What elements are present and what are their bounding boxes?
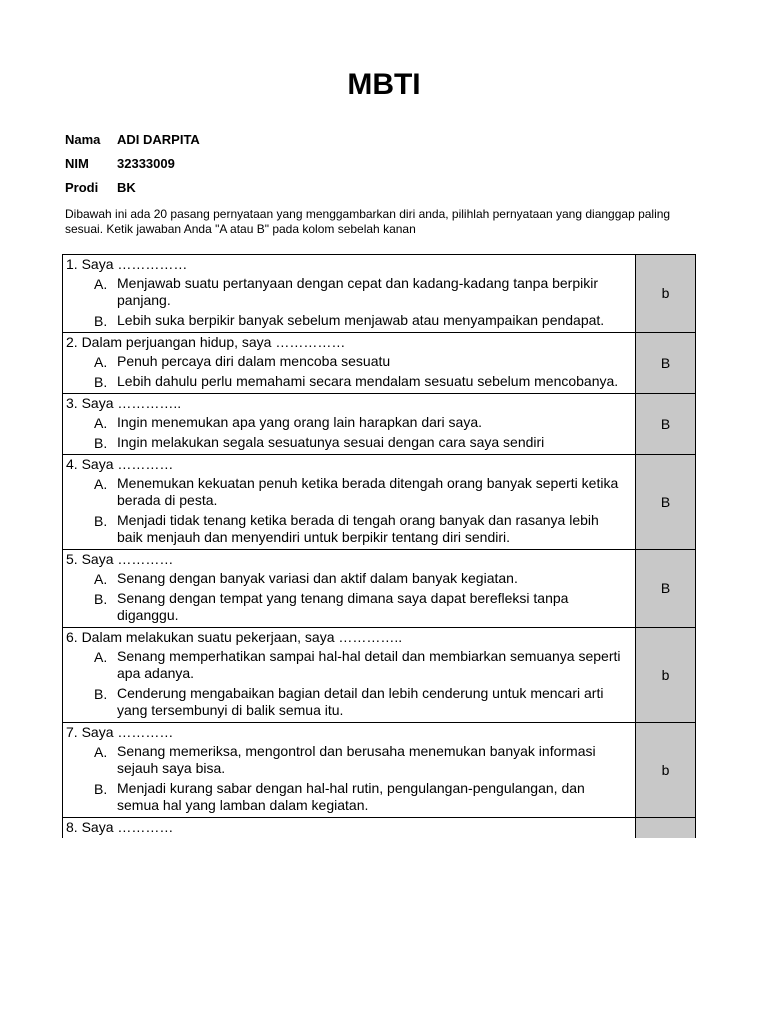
option-a-text: Menemukan kekuatan penuh ketika berada ditengah orang banyak seperti ketika berada di pesta.: [117, 475, 619, 508]
info-row-nama: [65, 132, 200, 147]
option-a-text: Senang memeriksa, mengontrol dan berusaha menemukan banyak informasi sejauh saya bisa.: [117, 743, 596, 776]
option-letter: A.: [94, 415, 108, 431]
question-row: [63, 455, 696, 550]
option-letter: A.: [94, 744, 108, 760]
question-cell: [63, 394, 636, 455]
option-a: [63, 414, 635, 431]
option-letter: A.: [94, 571, 108, 587]
document-title: MBTI: [347, 68, 421, 101]
option-b-text: Senang dengan tempat yang tenang dimana saya dapat berefleksi tanpa diganggu.: [117, 590, 569, 623]
question-text: 6. Dalam melakukan suatu pekerjaan, saya …………..: [66, 629, 403, 645]
info-row-nim: [65, 156, 175, 171]
option-b-text: Menjadi kurang sabar dengan hal-hal rutin, pengulangan-pengulangan, dan semua hal yang lamban dalam kegiatan.: [117, 780, 585, 813]
option-letter: A.: [94, 476, 108, 492]
option-a: [63, 570, 635, 587]
question-row: [63, 550, 696, 628]
option-a-text: Ingin menemukan apa yang orang lain harapkan dari saya.: [117, 414, 483, 430]
option-letter: B.: [94, 313, 108, 329]
option-a-text: Senang memperhatikan sampai hal-hal detail dan membiarkan semuanya seperti apa adanya.: [117, 648, 621, 681]
answer-cell[interactable]: b: [636, 723, 696, 818]
answer-cell[interactable]: b: [636, 628, 696, 723]
option-letter: B.: [94, 686, 108, 702]
option-letter: B.: [94, 374, 108, 390]
question-text: 2. Dalam perjuangan hidup, saya ……………: [66, 334, 346, 350]
answer-cell[interactable]: B: [636, 333, 696, 394]
info-value: ADI DARPITA: [117, 132, 200, 147]
answer-cell[interactable]: [636, 818, 696, 839]
option-b-text: Cenderung mengabaikan bagian detail dan lebih cenderung untuk mencari arti yang tersembunyi di balik semua itu.: [117, 685, 604, 718]
option-b: [63, 434, 635, 451]
question-cell: [63, 333, 636, 394]
option-b-text: Ingin melakukan segala sesuatunya sesuai dengan cara saya sendiri: [117, 434, 545, 450]
option-letter: A.: [94, 354, 108, 370]
info-label: Prodi: [65, 180, 99, 195]
question-row: [63, 394, 696, 455]
instructions: Dibawah ini ada 20 pasang pernyataan yang menggambarkan diri anda, pilihlah pernyataan yang dianggap paling sesuai. Ketik jawaban Anda "A atau B" pada kolom sebelah kanan: [65, 207, 671, 236]
option-b: [63, 780, 635, 814]
info-label: Nama: [65, 132, 101, 147]
option-b-text: Menjadi tidak tenang ketika berada di tengah orang banyak dan rasanya lebih baik menjauh dan menyendiri untuk berpikir tentang diri sendiri.: [117, 512, 599, 545]
question-cell: [63, 723, 636, 818]
question-cell: [63, 455, 636, 550]
option-letter: A.: [94, 276, 108, 292]
answer-cell[interactable]: b: [636, 255, 696, 333]
option-a: [63, 275, 635, 309]
option-a: [63, 648, 635, 682]
question-table: [62, 254, 696, 838]
question-text: 3. Saya …………..: [66, 395, 182, 411]
question-cell: [63, 550, 636, 628]
option-letter: B.: [94, 781, 108, 797]
info-row-prodi: [65, 180, 136, 195]
answer-cell[interactable]: B: [636, 550, 696, 628]
option-b-text: Lebih dahulu perlu memahami secara mendalam sesuatu sebelum mencobanya.: [117, 373, 619, 389]
option-b: [63, 512, 635, 546]
option-a: [63, 743, 635, 777]
option-a: [63, 353, 635, 370]
question-text: 5. Saya …………: [66, 551, 174, 567]
answer-cell[interactable]: B: [636, 455, 696, 550]
option-letter: A.: [94, 649, 108, 665]
question-text: 8. Saya …………: [66, 819, 174, 835]
option-a-text: Senang dengan banyak variasi dan aktif dalam banyak kegiatan.: [117, 570, 518, 586]
option-b: [63, 373, 635, 390]
option-a: [63, 475, 635, 509]
question-row: [63, 818, 696, 839]
info-value: 32333009: [117, 156, 175, 171]
option-a-text: Menjawab suatu pertanyaan dengan cepat dan kadang-kadang tanpa berpikir panjang.: [117, 275, 599, 308]
question-row: [63, 723, 696, 818]
info-label: NIM: [65, 156, 89, 171]
question-cell: [63, 255, 636, 333]
question-cell: [63, 628, 636, 723]
question-text: 7. Saya …………: [66, 724, 174, 740]
option-a-text: Penuh percaya diri dalam mencoba sesuatu: [117, 353, 391, 369]
question-row: [63, 333, 696, 394]
question-cell: [63, 818, 636, 839]
option-b-text: Lebih suka berpikir banyak sebelum menjawab atau menyampaikan pendapat.: [117, 312, 605, 328]
question-text: 4. Saya …………: [66, 456, 174, 472]
option-b: [63, 312, 635, 329]
option-letter: B.: [94, 591, 108, 607]
option-b: [63, 590, 635, 624]
option-b: [63, 685, 635, 719]
question-text: 1. Saya ……………: [66, 256, 188, 272]
question-row: [63, 628, 696, 723]
option-letter: B.: [94, 435, 108, 451]
question-row: [63, 255, 696, 333]
info-value: BK: [117, 180, 136, 195]
option-letter: B.: [94, 513, 108, 529]
answer-cell[interactable]: B: [636, 394, 696, 455]
